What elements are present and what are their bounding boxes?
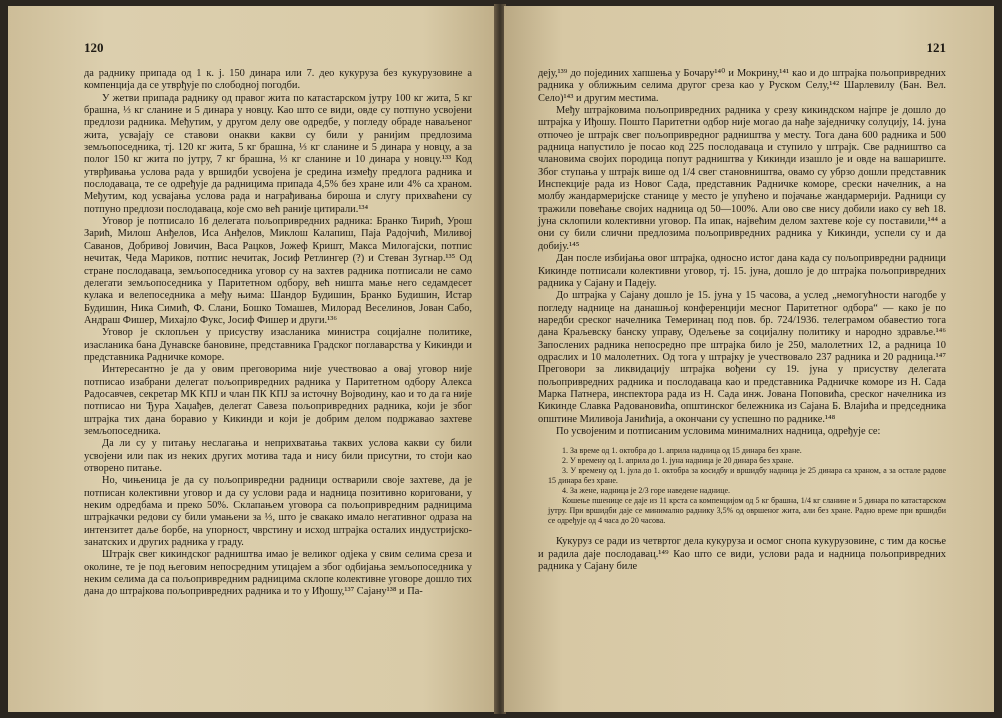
- paragraph: Уговор је склопљен у присуству изасланика министра социјалне политике, изасланика бана Дунавске бановине, представника Градског поглаварства у Кикинди и представника Радничке коморе.: [84, 327, 472, 363]
- right-page: [504, 6, 994, 712]
- paragraph: Међу штрајковима пољопривредних радника у срезу кикиндском најпре је дошло до штрајка у Иђошу. Пошто Паритетни одбор није могао да нађе заједничку солуцију, 14. јуна отпочео је штрајк свег пољопривредног радништва у месту. Тога дана 600 радника и 500 радница напустило је посао код 225 послодаваца и ступило у штрајк. Све радништво са члановима својих породица попут радништва у Кикинди изашло је и овде на вашариште. Због ступања у штрајк више од 1/4 свег становништва, овамо су убрзо дошли представник Инспекције рада из Новог Сада, представник Радничке коморе, срески начелник, а на молбу жандармеријске станице у место је упућено и појачање жандармерији. Радници су тражили повећање својих надница од 50—100%. Али ово све нису добили иако су већ 18. јуна склопили колективни уговор. Па ипак, највећим делом захтеве које су поставили,¹⁴⁴ а они су били слични предлозима пољопривредних радника у Кикинди, успели су и да добију.¹⁴⁵: [538, 105, 946, 252]
- left-page-body: [84, 68, 472, 599]
- paragraph: До штрајка у Сајану дошло је 15. јуна у 15 часова, а услед „немогућности нагодбе у погледу наднице на данашњој конференцији месног Паритетног одбора“ — како је по нaредби среског начелника Темеринац под пов. бр. 724/1936. телеграмом обавестио тога дана Краљевску банску управу, Одељење за социјалну политику и народно здравље.¹⁴⁶ Запослених радника непосредно пре штрајка било је 250, малолетних 12, а радница 10 одраслих и 10 малолетних. Од тога у штрајку је учествовало 237 радника и 20 радница.¹⁴⁷ Преговори за ликвидацију штрајка вођени су 19. јуна у присуству делегата пољопривредних радника и послодаваца као и представника Радничке коморе из Н. Сада Марка Патнера, инспектора рада из Н. Сада инж. Јована Поповића, среског начелника из Кикинде Славка Радовановића, општинског бележника из Сајана Б. Влајића и председника општине Миливоја Јанићија, а окончани су успешно по раднике.¹⁴⁸: [538, 290, 946, 425]
- paragraph: Но, чињеница је да су пољопривредни радници остварили своје захтеве, да је потписан колективни уговор и да су услови рада и надница позитивно кориговани, у неким одредбама и преко 50%. Склапањем уговора са пољопривредним радницима штрајкачки редови су били умањени за ⅓, што је свакако имало негативног одраза на интензитет даље борбе, на упорност, чврстину и исход штрајка осталих индустријско-занатских и других радника у граду.: [84, 475, 472, 549]
- list-item: Кошење пшенице се даје из 11 крста са компенцијом од 5 кг брашна, 1/4 кг сланине и 5 динара по катастарском јутру. При вршидби даје се минимално раднику 3,5% од овршеног жита, али без хране. Радно време при вршидби се одређује од 4 часа до 20 часова.: [548, 496, 946, 526]
- left-page: [8, 6, 496, 712]
- paragraph: Кукуруз се ради из четвртог дела кукуруза и осмог снопа кукурузовине, с тим да косње и радила даје послодавац.¹⁴⁹ Као што се види, услови рада и надница пољопривредних радника у Сајану биле: [538, 536, 946, 572]
- paragraph: Уговор је потписало 16 делегата пољопривредних радника: Бранко Ћирић, Урош Зарић, Милош Анђелов, Иса Анђелов, Миклош Калапиш, Паја Радојчић, Миливој Саванов, Добривој Јовичин, Васа Рацков, Јожеф Кришт, Макса Милогајски, потпис нечитак, Чеда Мариков, потпис нечитак, Јосиф Ретлингер (?) и Стеван Зугнар.¹³⁵ Од стране послодаваца, земљопоседника уговор су на захтев радника потписали не само делегати земљопоседника у Паритетном одбору, већ ништа мање него седамдесет кулака и велепоседника а међу њима: Шандор Будишин, Бранко Будишин, Истар Будишин, Ника Симић, Ф. Слани, Бошко Томашев, Милорад Веселинов, Јован Сабо, Андраш Фишер, Михајло Фукс, Јосиф Фишер и други.¹³⁶: [84, 216, 472, 326]
- conditions-list: [548, 446, 946, 526]
- paragraph: деју,¹³⁹ до појединих хапшења у Бочару¹⁴⁰ и Мокрину,¹⁴¹ као и до штрајка пољопривредних радника у оближњим селима другог среза као у Руском Селу,¹⁴² Шарлевилу (Бан. Вел. Село)¹⁴³ и другим местима.: [538, 68, 946, 104]
- right-page-number: 121: [926, 40, 946, 55]
- list-item: 1. За време од 1. октобра до 1. априла надница од 15 динара без хране.: [562, 446, 802, 456]
- paragraph: Штрајк свег кикиндског радништва имао је великог одјека у свим селима среза и околине, те је под његовим непосредним утицајем а због одбијања земљопоседника у неким селима да са пољопривредним радницима склопе колективне уговоре дошло тих дана до штрајкова пољопривредних радника и то у Иђошу,¹³⁷ Сајану¹³⁸ и Па-: [84, 549, 472, 598]
- paragraph: По усвојеним и потписаним условима минималних надница, одређује се:: [556, 425, 881, 437]
- paragraph: Да ли су у питању неслагања и неприхватања таквих услова какви су били усвојени или пак из неких других мотива тада и нису били присутни, то стоји као отворено питање.: [84, 438, 472, 474]
- right-page-body: [538, 68, 946, 438]
- list-item: 2. У времену од 1. априла до 1. јуна надница је 20 динара без хране.: [562, 456, 794, 466]
- paragraph: Интересантно је да у овим преговорима није учествовао а овај уговор није потписао изабрани делегат пољопривредних радника у Паритетном одбору Алекса Радосавчев, секретар МК КПЈ и члан ПК КПЈ за источну Војводину, као и то да га није потписао ни Ђура Хаџађев, делегат Савеза пољопривредних радника, који је због штрајка тих дана боравио у Кикинди и који је добрим делом подржавао захтеве земљопоседника.: [84, 364, 472, 437]
- paragraph: У жетви припада раднику од правог жита по катастарском јутру 100 кг жита, 5 кг брашна, ⅓ кг сланине и 5 динара у новцу. Као што се види, овде су потпуно усвојени предлози радника. Међутим, у другом делу ове одредбе, у погледу обраде наваљеног жита, усвајају се ставови онакви какви су били у ранијим предлозима земљопоседника, тј. 120 кг жита, 5 кг брашна, ⅓ кг сланине и 5 динара у новцу, а за полог 150 кг жита по јутру, 7 кг брашна, ⅓ кг сланине и 10 динара у новцу.¹³³ Код утврђивања услова рада у вршидби усвојена је средина између предлога радника и послодаваца, те се одређује да радницима припада 4,5% без хране или 4% са храном. Међутим, код усвајања услова рада и награђивања бироша и слугу прихваћени су потпуно предлози послодаваца, које смо већ раније цитирали.¹³⁴: [84, 92, 472, 215]
- right-page-closing: [538, 536, 946, 573]
- left-page-number: 120: [84, 40, 104, 55]
- list-item: 4. За жене, надница је 2/3 горе наведене наднице.: [562, 486, 731, 496]
- list-item: 3. У времену од 1. јула до 1. октобра за косидбу и вршидбу надница је 25 динара са храном, а за остале радове 15 динара без хране.: [548, 466, 946, 486]
- paragraph: Дан после избијања овог штрајка, односно истог дана када су пољопривредни радници Кикинде потписали колективни уговор, тј. 15. јуна, дошло је до штрајка пољопривредних радника у Сајану и Падеју.: [538, 253, 946, 289]
- paragraph: да раднику припада од 1 к. ј. 150 динара или 7. део кукуруза без кукурузовине а компенција да се утврђује по слободној погодби.: [84, 68, 472, 92]
